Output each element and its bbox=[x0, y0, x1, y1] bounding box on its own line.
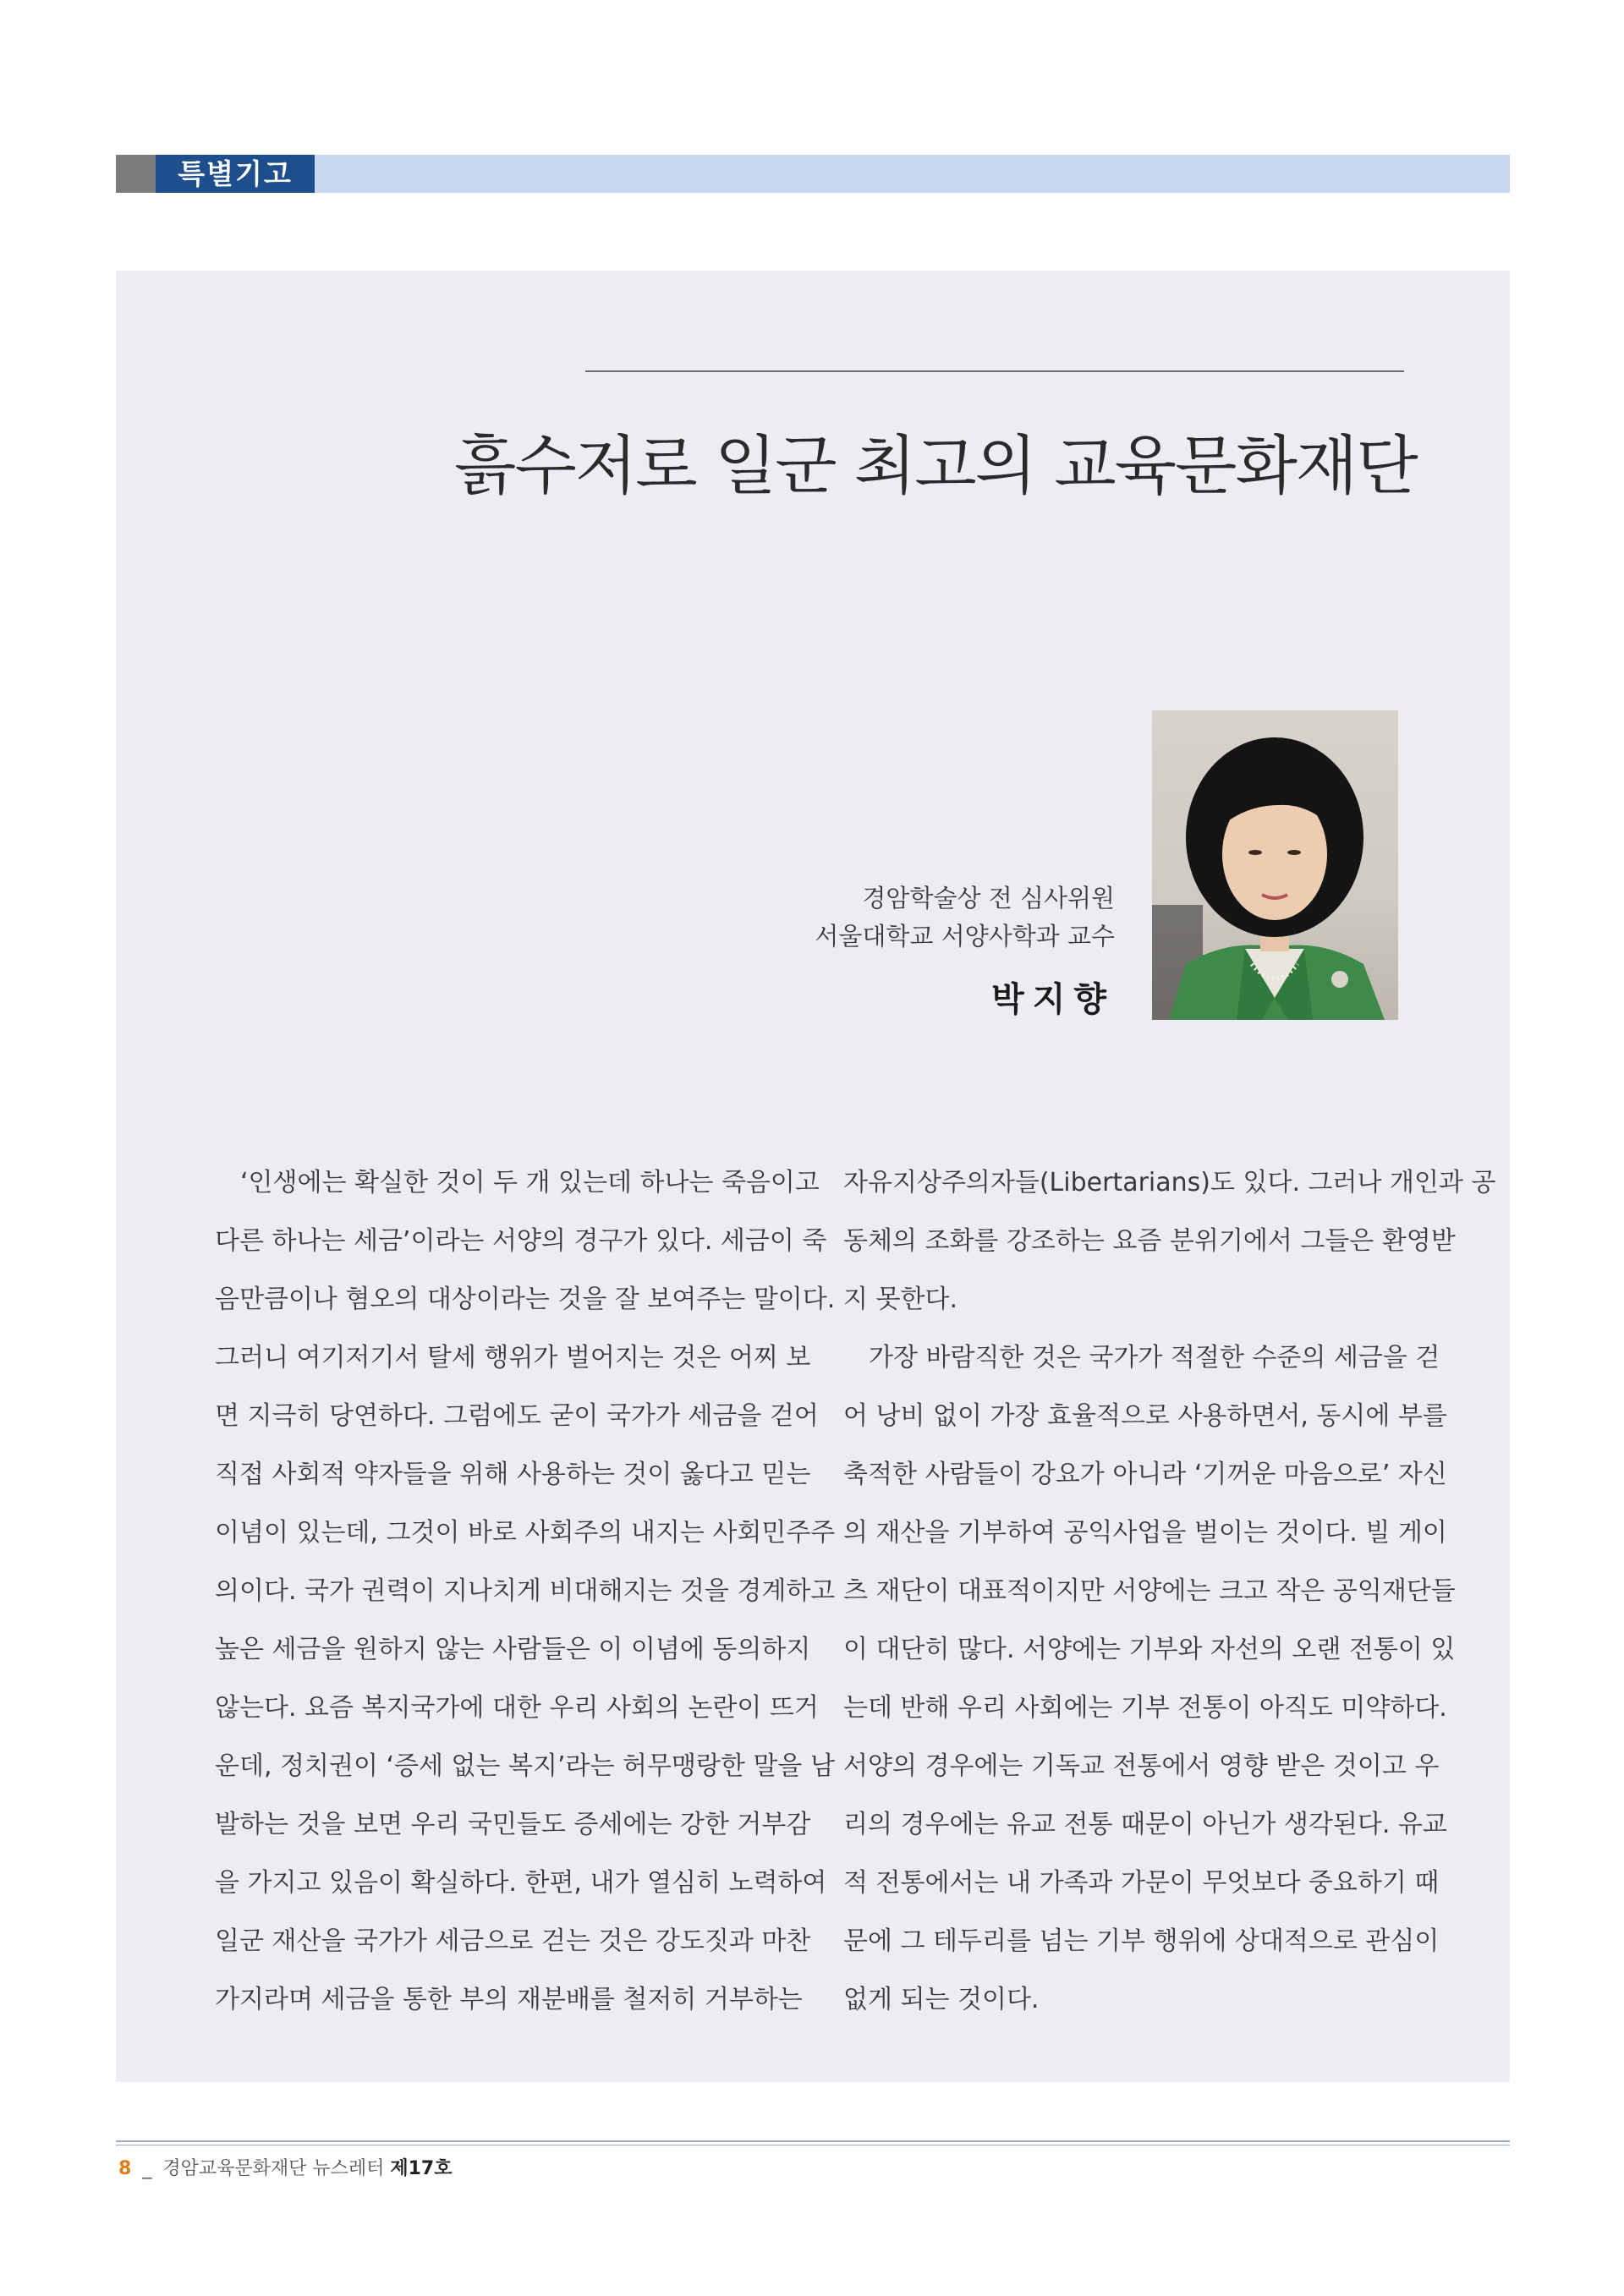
body-line: 문에 그 테두리를 넘는 기부 행위에 상대적으로 관심이 bbox=[843, 1926, 1440, 1956]
body-line: 없게 되는 것이다. bbox=[843, 1985, 1040, 2014]
body-line: 자유지상주의자들(Libertarians)도 있다. 그러나 개인과 공 bbox=[843, 1168, 1496, 1197]
body-line: 동체의 조화를 강조하는 요즘 분위기에서 그들은 환영받 bbox=[843, 1226, 1456, 1256]
section-label: 특별기고 bbox=[156, 155, 315, 193]
body-line: 지 못한다. bbox=[843, 1285, 957, 1314]
body-line: 그러니 여기저기서 탈세 행위가 벌어지는 것은 어찌 보 bbox=[215, 1343, 811, 1373]
section-header-bar bbox=[116, 155, 1510, 193]
article-title: 흙수저로 일군 최고의 교육문화재단 bbox=[454, 428, 1417, 503]
section-header-accent bbox=[116, 155, 156, 193]
body-line: 어 낭비 없이 가장 효율적으로 사용하면서, 동시에 부를 bbox=[843, 1401, 1447, 1431]
body-line: 츠 재단이 대표적이지만 서양에는 크고 작은 공익재단들 bbox=[843, 1576, 1456, 1606]
body-line: 운데, 정치권이 ‘증세 없는 복지’라는 허무맹랑한 말을 남 bbox=[215, 1751, 835, 1781]
body-line: 의 재산을 기부하여 공익사업을 벌이는 것이다. 빌 게이 bbox=[843, 1518, 1447, 1548]
body-line: 이 대단히 많다. 서양에는 기부와 자선의 오랜 전통이 있 bbox=[843, 1635, 1456, 1664]
body-line: 는데 반해 우리 사회에는 기부 전통이 아직도 미약하다. bbox=[843, 1693, 1447, 1723]
body-line: 을 가지고 있음이 확실하다. 한편, 내가 열심히 노력하여 bbox=[215, 1868, 827, 1898]
page-footer bbox=[118, 2154, 452, 2180]
body-line: 서양의 경우에는 기독교 전통에서 영향 받은 것이고 우 bbox=[843, 1751, 1440, 1781]
body-line: 가지라며 세금을 통한 부의 재분배를 철저히 거부하는 bbox=[215, 1985, 803, 2014]
body-line: 면 지극히 당연하다. 그럼에도 굳이 국가가 세금을 걷어 bbox=[215, 1401, 819, 1431]
issue-number: 제17호 bbox=[390, 2158, 453, 2179]
page-number: 8 bbox=[118, 2158, 132, 2179]
body-line: 축적한 사람들이 강요가 아니라 ‘기꺼운 마음으로’ 자신 bbox=[843, 1460, 1447, 1489]
author-role-2: 서울대학교 서양사학과 교수 bbox=[815, 922, 1115, 951]
author-name: 박지향 bbox=[991, 979, 1115, 1019]
body-line: 적 전통에서는 내 가족과 가문이 무엇보다 중요하기 때 bbox=[843, 1868, 1440, 1898]
body-line: 리의 경우에는 유교 전통 때문이 아닌가 생각된다. 유교 bbox=[843, 1810, 1447, 1839]
body-line: 음만큼이나 혐오의 대상이라는 것을 잘 보여주는 말이다. bbox=[215, 1285, 836, 1314]
body-line: 의이다. 국가 권력이 지나치게 비대해지는 것을 경계하고 bbox=[215, 1576, 836, 1606]
body-line: 높은 세금을 원하지 않는 사람들은 이 이념에 동의하지 bbox=[215, 1635, 811, 1664]
body-line: 이념이 있는데, 그것이 바로 사회주의 내지는 사회민주주 bbox=[215, 1518, 836, 1548]
body-line: 일군 재산을 국가가 세금으로 걷는 것은 강도짓과 마찬 bbox=[215, 1926, 811, 1956]
author-portrait bbox=[1152, 710, 1398, 1020]
article-body-right-column bbox=[843, 1153, 1496, 2029]
article-panel bbox=[116, 271, 1510, 2082]
title-rule bbox=[585, 370, 1404, 372]
footer-rule bbox=[116, 2140, 1510, 2142]
portrait-illustration bbox=[1152, 710, 1398, 1020]
body-line: 발하는 것을 보면 우리 국민들도 증세에는 강한 거부감 bbox=[215, 1810, 811, 1839]
publication-name: 경암교육문화재단 뉴스레터 bbox=[162, 2158, 385, 2179]
body-line: ‘인생에는 확실한 것이 두 개 있는데 하나는 죽음이고 bbox=[240, 1168, 820, 1197]
article-body-left-column bbox=[215, 1153, 836, 2029]
body-line: 다른 하나는 세금’이라는 서양의 경구가 있다. 세금이 죽 bbox=[215, 1226, 827, 1256]
footer-separator: _ bbox=[142, 2158, 152, 2179]
body-line: 않는다. 요즘 복지국가에 대한 우리 사회의 논란이 뜨거 bbox=[215, 1693, 819, 1723]
author-role-1: 경암학술상 전 심사위원 bbox=[862, 884, 1115, 912]
body-line: 가장 바람직한 것은 국가가 적절한 수준의 세금을 걷 bbox=[869, 1343, 1440, 1373]
body-line: 직접 사회적 약자들을 위해 사용하는 것이 옳다고 믿는 bbox=[215, 1460, 811, 1489]
